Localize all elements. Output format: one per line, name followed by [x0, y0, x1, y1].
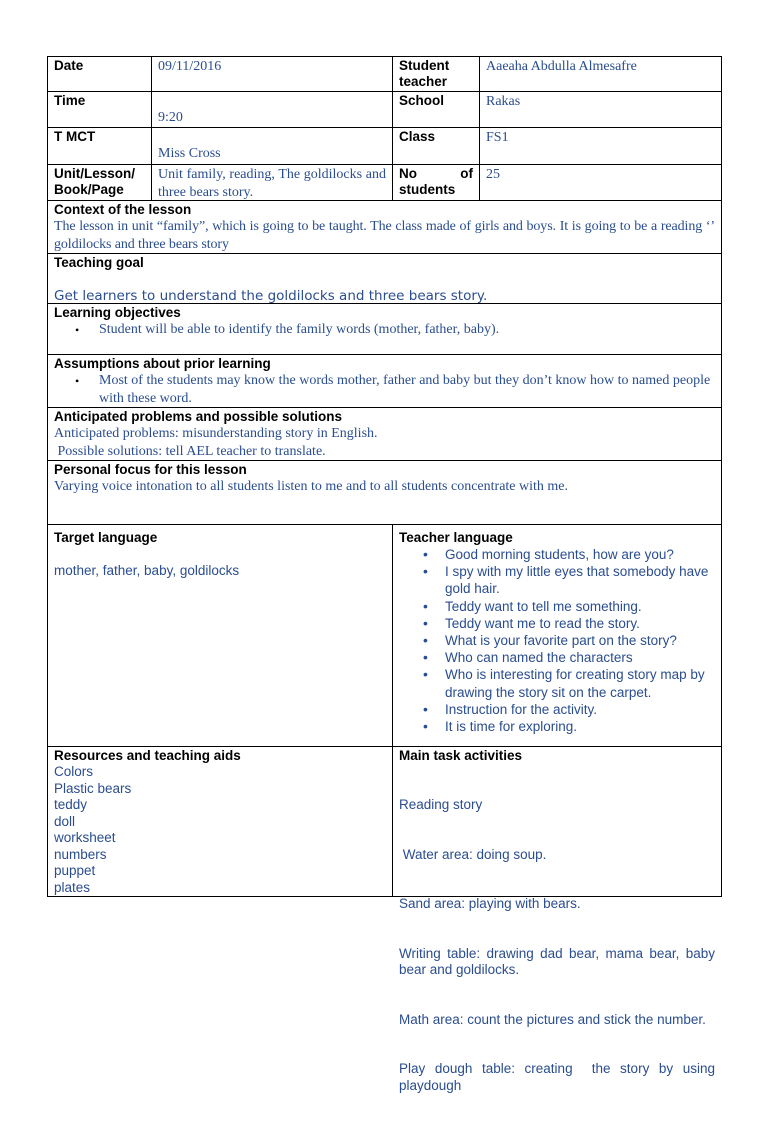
- resources-list: [54, 764, 386, 896]
- list-item: • Who can named the characters: [399, 649, 715, 666]
- class-value: FS1: [486, 130, 509, 145]
- list-item: • Who is interesting for creating story map by drawing the story sit on the carpet.: [399, 666, 715, 700]
- time-label: Time: [48, 92, 152, 127]
- list-item: Plastic bears: [54, 780, 132, 796]
- row-problems: [48, 408, 721, 461]
- teaching-goal-text: Get learners to understand the goldilocks and three bears story.: [54, 288, 488, 304]
- row-context: [48, 201, 721, 254]
- date-label: Date: [48, 57, 152, 91]
- list-item: • Teddy want me to read the story.: [399, 615, 715, 632]
- row-unit: [48, 165, 721, 201]
- list-item: Sand area: playing with bears.: [399, 896, 581, 911]
- list-item: puppet: [54, 863, 96, 878]
- list-item: • Instruction for the activity.: [399, 701, 715, 718]
- time-value: 9:20: [152, 92, 393, 127]
- assumptions-label: Assumptions about prior learning: [54, 356, 271, 371]
- resources-label: Resources and teaching aids: [54, 748, 241, 763]
- list-item: doll: [54, 813, 76, 829]
- problems-label: Anticipated problems and possible solutions: [54, 409, 343, 424]
- main-tasks-cell: [393, 747, 721, 1093]
- no-students-label: [393, 165, 480, 200]
- target-language-label: Target language: [54, 530, 158, 545]
- row-teaching-goal: [48, 254, 721, 304]
- teacher-language-list: [399, 546, 715, 735]
- lesson-plan-table: [47, 56, 722, 1093]
- problems-line-1: Anticipated problems: misunderstanding story in English.: [54, 426, 378, 441]
- row-language: [48, 525, 721, 747]
- context-text: The lesson in unit “family”, which is going to be taught. The class made of girls and boys. It is going to be a reading ‘’ goldilocks and three bears story: [54, 219, 715, 252]
- list-item: Water area: doing soup.: [399, 846, 547, 862]
- list-item: • What is your favorite part on the story?: [399, 632, 715, 649]
- row-personal-focus: [48, 461, 721, 525]
- no-students-label-of: of: [460, 166, 473, 181]
- row-assumptions: [48, 355, 721, 408]
- date-value: 09/11/2016: [152, 57, 393, 91]
- list-item: • Student will be able to identify the family words (mother, father, baby).: [54, 321, 715, 339]
- teaching-goal-label: Teaching goal: [54, 255, 144, 270]
- context-label: Context of the lesson: [54, 202, 192, 217]
- school-label: School: [393, 92, 480, 127]
- class-label: Class: [393, 128, 480, 164]
- row-tmct: [48, 128, 721, 165]
- unit-value: Unit family, reading, The goldilocks and three bears story.: [152, 165, 393, 200]
- tmct-label: T MCT: [48, 128, 152, 164]
- row-resources: [48, 747, 721, 1093]
- no-students-label-students: students: [399, 182, 456, 197]
- problems-line-2: Possible solutions: tell AEL teacher to translate.: [54, 444, 326, 459]
- list-item: • Most of the students may know the words mother, father and baby but they don’t know how to named people with these word.: [54, 372, 715, 408]
- no-students-value: 25: [486, 167, 500, 182]
- list-item: plates: [54, 879, 91, 895]
- resources-cell: [48, 747, 393, 896]
- list-item: teddy: [54, 797, 88, 812]
- tmct-value: Miss Cross: [152, 128, 393, 164]
- list-item: worksheet: [54, 830, 116, 845]
- target-language-cell: [48, 525, 393, 746]
- list-item: Play dough table: creating the story by using playdough: [399, 1061, 719, 1093]
- list-item: • It is time for exploring.: [399, 718, 715, 735]
- list-item: Colors: [54, 764, 94, 779]
- row-date: [48, 57, 721, 92]
- assumptions-list: [54, 372, 715, 408]
- list-item: numbers: [54, 846, 107, 862]
- learning-objectives-list: [54, 321, 715, 339]
- learning-objectives-label: Learning objectives: [54, 305, 181, 320]
- list-item: • Good morning students, how are you?: [399, 546, 715, 563]
- main-tasks-label: Main task activities: [399, 748, 523, 763]
- student-teacher-label: Student teacher: [393, 57, 480, 91]
- list-item: • I spy with my little eyes that somebody have gold hair.: [399, 563, 715, 597]
- school-value: Rakas: [486, 94, 521, 109]
- teacher-language-cell: [393, 525, 721, 746]
- list-item: • Teddy want to tell me something.: [399, 598, 715, 615]
- teacher-language-label: Teacher language: [399, 530, 513, 545]
- unit-label: Unit/Lesson/ Book/Page: [48, 165, 152, 200]
- personal-focus-text: Varying voice intonation to all students listen to me and to all students concentrate with me.: [54, 479, 569, 494]
- row-learning-objectives: [48, 304, 721, 355]
- main-tasks-list: [399, 764, 719, 1127]
- list-item: Reading story: [399, 797, 483, 812]
- list-item: Writing table: drawing dad bear, mama bear, baby bear and goldilocks.: [399, 945, 719, 977]
- row-time: [48, 92, 721, 128]
- student-teacher-value: Aaeaha Abdulla Almesafre: [486, 59, 637, 74]
- list-item: Math area: count the pictures and stick the number.: [399, 1011, 706, 1027]
- target-language-text: mother, father, baby, goldilocks: [54, 563, 240, 578]
- personal-focus-label: Personal focus for this lesson: [54, 462, 247, 477]
- no-students-label-no: No: [399, 166, 417, 181]
